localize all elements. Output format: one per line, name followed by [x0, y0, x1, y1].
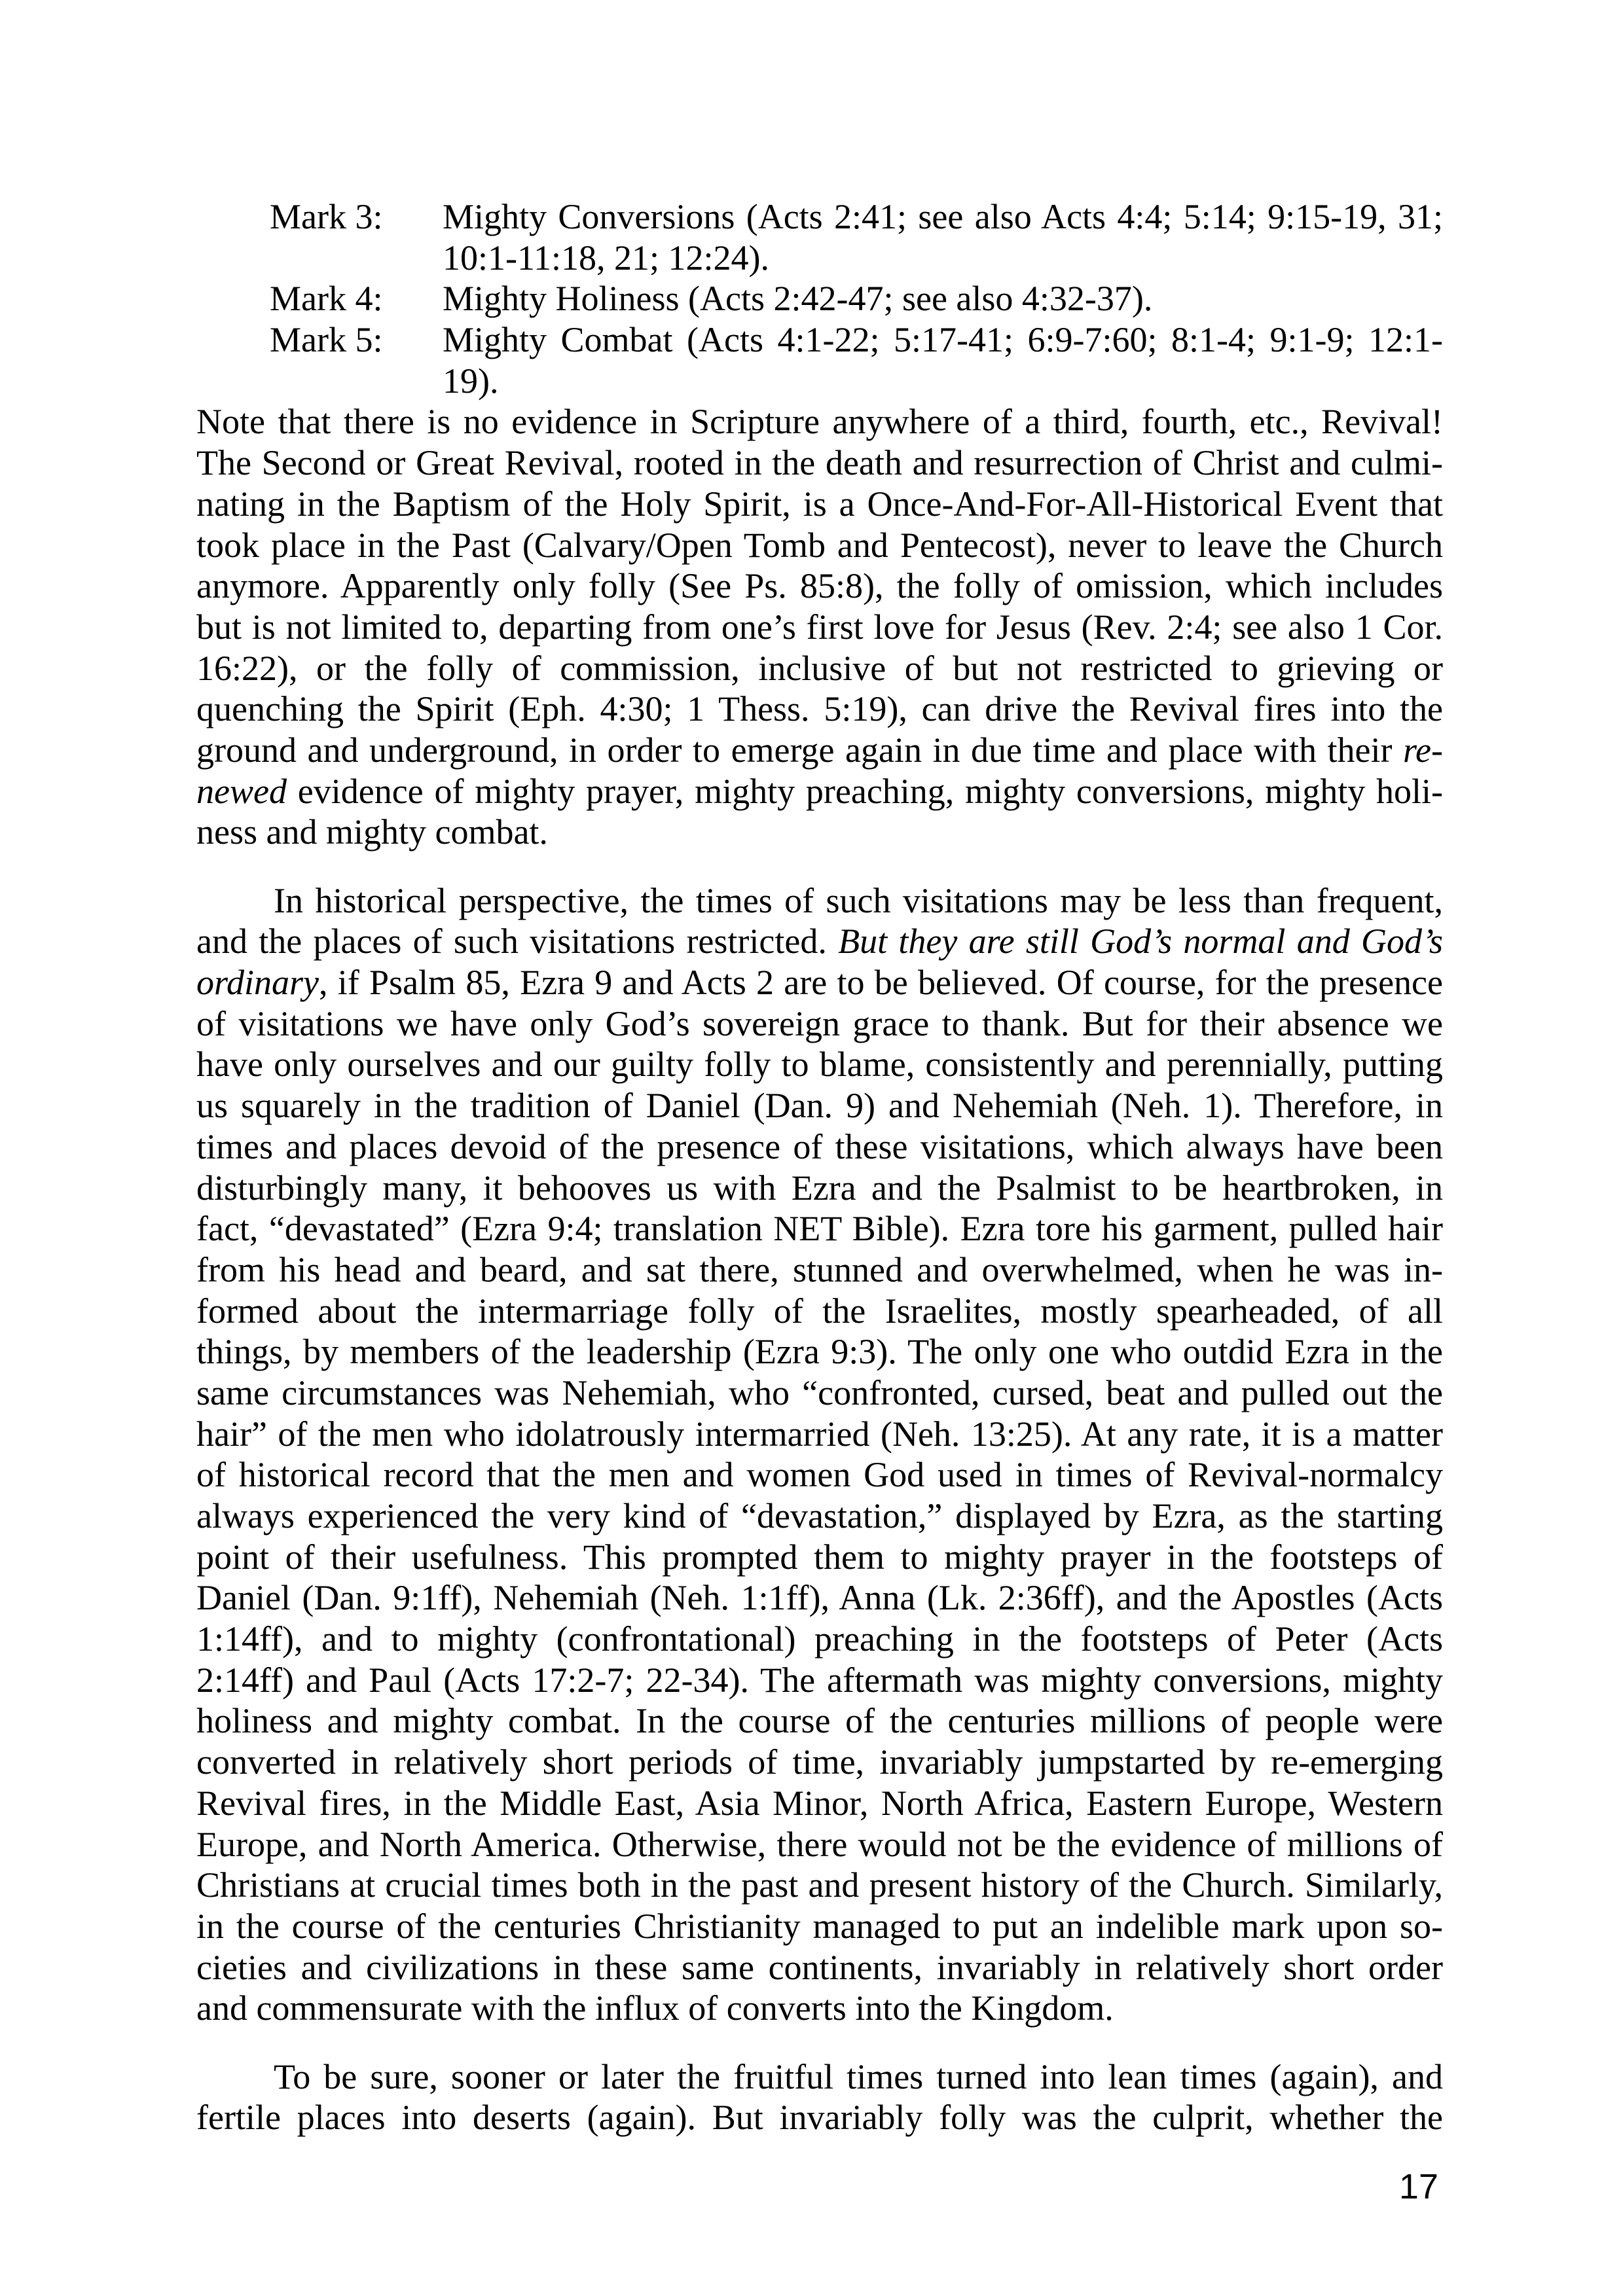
text-line: Mighty Combat (Acts 4:1-22; 5:17-41; 6:9-7:60; 8:1-4; 9:1-9; 12:1-	[443, 320, 1443, 360]
page-number: 17	[1398, 2167, 1438, 2206]
text-segment: evidence of mighty prayer, mighty preaching, mighty conversions, mighty holi-	[286, 771, 1443, 811]
text-line: hair” of the men who idolatrously intermarried (Neh. 13:25). At any rate, it is a matter	[196, 1414, 1443, 1454]
mark-label: Mark 3:	[270, 197, 383, 236]
text-line: Mighty Holiness (Acts 2:42-47; see also 4:32-37).	[443, 279, 1153, 319]
text-line: nating in the Baptism of the Holy Spirit, is a Once-And-For-All-Historical Event that	[196, 484, 1443, 524]
text-line: Daniel (Dan. 9:1ff), Nehemiah (Neh. 1:1ff), Anna (Lk. 2:36ff), and the Apostles (Acts	[196, 1578, 1443, 1618]
mark-item	[196, 319, 1443, 401]
text-line: and commensurate with the influx of converts into the Kingdom.	[196, 1988, 1114, 2028]
text-line: Revival fires, in the Middle East, Asia Minor, North Africa, Eastern Europe, Western	[196, 1783, 1443, 1823]
mark-description	[443, 278, 1443, 319]
text-line: us squarely in the tradition of Daniel (Dan. 9) and Nehemiah (Neh. 1). Therefore, in	[196, 1086, 1443, 1126]
page-body	[196, 196, 1443, 2138]
paragraph	[196, 2056, 1443, 2138]
text-line: formed about the intermarriage folly of the Israelites, mostly spearheaded, of all	[196, 1291, 1443, 1331]
text-line: quenching the Spirit (Eph. 4:30; 1 Thess. 5:19), can drive the Revival fires into the	[196, 689, 1443, 729]
text-line	[196, 771, 1443, 812]
text-segment: , if Psalm 85, Ezra 9 and Acts 2 are to be believed. Of course, for the presence	[319, 963, 1443, 1003]
mark-description	[443, 196, 1443, 278]
mark-description	[443, 319, 1443, 401]
text-line: holiness and mighty combat. In the course of the centuries millions of people were	[196, 1701, 1443, 1741]
text-line: of historical record that the men and women God used in times of Revival-normalcy	[196, 1455, 1443, 1495]
paragraph	[196, 401, 1443, 853]
marks-list	[196, 196, 1443, 401]
text-line: things, by members of the leadership (Ezra 9:3). The only one who outdid Ezra in the	[196, 1332, 1443, 1372]
text-line: converted in relatively short periods of time, invariably jumpstarted by re-emerging	[196, 1742, 1443, 1782]
text-line: took place in the Past (Calvary/Open Tomb and Pentecost), never to leave the Church	[196, 525, 1443, 565]
text-line: in the course of the centuries Christianity managed to put an indelible mark upon so-	[196, 1906, 1443, 1946]
text-line	[196, 921, 1443, 962]
italic-text: re-	[1403, 730, 1443, 770]
text-line: anymore. Apparently only folly (See Ps. 85:8), the folly of omission, which includes	[196, 566, 1443, 606]
text-line: cieties and civilizations in these same continents, invariably in relatively short order	[196, 1947, 1443, 1987]
text-line: In historical perspective, the times of such visitations may be less than frequent,	[274, 880, 1443, 920]
mark-item	[196, 278, 1443, 319]
text-line: To be sure, sooner or later the fruitful times turned into lean times (again), and	[274, 2056, 1443, 2096]
text-line: 10:1-11:18, 21; 12:24).	[443, 238, 769, 278]
mark-label: Mark 5:	[270, 320, 383, 360]
text-line: of visitations we have only God’s sovereign grace to thank. But for their absence we	[196, 1003, 1443, 1043]
text-line	[196, 730, 1443, 771]
text-line: always experienced the very kind of “devastation,” displayed by Ezra, as the starting	[196, 1496, 1443, 1535]
text-line: Note that there is no evidence in Scripture anywhere of a third, fourth, etc., Revival!	[196, 402, 1443, 442]
text-line: 19).	[443, 361, 499, 401]
text-segment: ground and underground, in order to emerge again in due time and place with their	[196, 730, 1404, 770]
italic-text: newed	[196, 771, 287, 811]
text-line: ness and mighty combat.	[196, 812, 548, 852]
text-line: Mighty Conversions (Acts 2:41; see also Acts 4:4; 5:14; 9:15-19, 31;	[443, 197, 1443, 236]
text-line: fertile places into deserts (again). But invariably folly was the culprit, whether the	[196, 2098, 1443, 2138]
text-segment: and the places of such visitations restricted.	[196, 922, 839, 961]
text-line: Europe, and North America. Otherwise, there would not be the evidence of millions of	[196, 1824, 1443, 1864]
text-line	[196, 962, 1443, 1003]
text-line: same circumstances was Nehemiah, who “confronted, cursed, beat and pulled out the	[196, 1372, 1443, 1412]
text-line: but is not limited to, departing from one’s first love for Jesus (Rev. 2:4; see also 1 Cor.	[196, 607, 1443, 647]
text-line: fact, “devastated” (Ezra 9:4; translation NET Bible). Ezra tore his garment, pulled hair	[196, 1209, 1443, 1249]
mark-item	[196, 196, 1443, 278]
mark-label: Mark 4:	[270, 279, 383, 319]
text-line: 2:14ff) and Paul (Acts 17:2-7; 22-34). The aftermath was mighty conversions, mighty	[196, 1660, 1443, 1700]
text-line: point of their usefulness. This prompted them to mighty prayer in the footsteps of	[196, 1537, 1443, 1577]
text-line: times and places devoid of the presence of these visitations, which always have been	[196, 1126, 1443, 1166]
text-line: 16:22), or the folly of commission, inclusive of but not restricted to grieving or	[196, 648, 1443, 688]
text-line: disturbingly many, it behooves us with Ezra and the Psalmist to be heartbroken, in	[196, 1168, 1443, 1208]
text-line: from his head and beard, and sat there, stunned and overwhelmed, when he was in-	[196, 1249, 1443, 1289]
text-line: Christians at crucial times both in the past and present history of the Church. Similarly,	[196, 1865, 1443, 1905]
paragraph	[196, 880, 1443, 2029]
text-line: have only ourselves and our guilty folly to blame, consistently and perennially, putting	[196, 1045, 1443, 1085]
text-line: The Second or Great Revival, rooted in the death and resurrection of Christ and culmi-	[196, 443, 1443, 483]
italic-text: ordinary	[196, 963, 319, 1003]
text-line: 1:14ff), and to mighty (confrontational) preaching in the footsteps of Peter (Acts	[196, 1619, 1443, 1659]
italic-text: But they are still God’s normal and God’s	[838, 922, 1443, 961]
